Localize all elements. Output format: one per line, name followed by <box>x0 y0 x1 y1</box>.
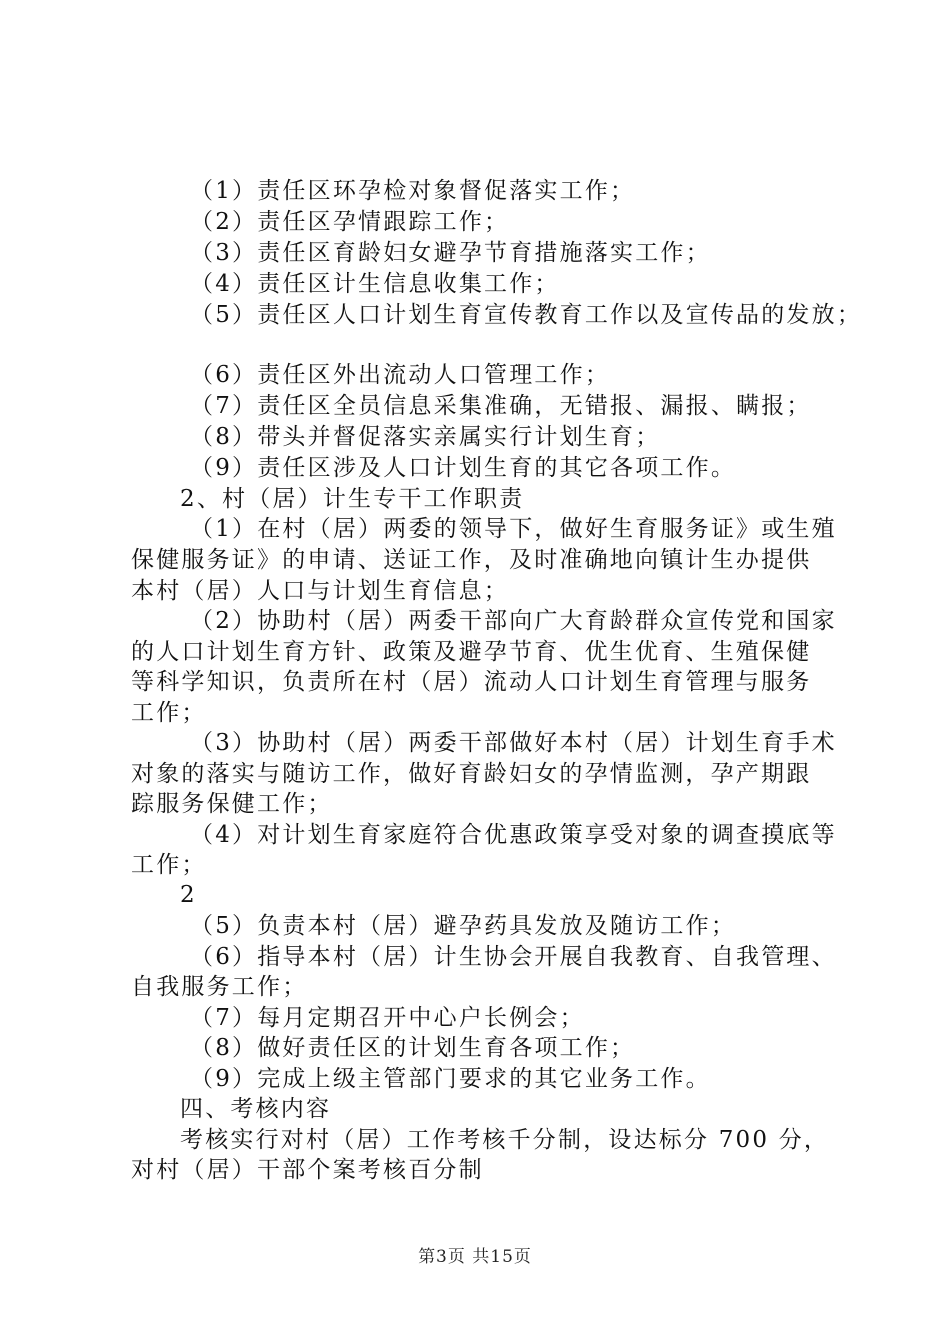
paragraph-line: 本村（居）人口与计划生育信息； <box>131 578 509 604</box>
paragraph-line: （6）责任区外出流动人口管理工作； <box>190 362 611 388</box>
paragraph-line: 踪服务保健工作； <box>131 791 333 817</box>
inline-page-number: 2 <box>180 882 197 908</box>
section-heading: 2、村（居）计生专干工作职责 <box>180 486 525 512</box>
paragraph-line: 自我服务工作； <box>131 974 308 1000</box>
paragraph-line: （9）完成上级主管部门要求的其它业务工作。 <box>190 1066 711 1092</box>
paragraph-line: 等科学知识，负责所在村（居）流动人口计划生育管理与服务 <box>131 669 812 695</box>
paragraph-line: 对村（居）干部个案考核百分制 <box>131 1157 484 1183</box>
paragraph-line: 工作； <box>131 852 207 878</box>
paragraph-line: （4）对计划生育家庭符合优惠政策享受对象的调查摸底等 <box>190 822 837 848</box>
paragraph-line: （4）责任区计生信息收集工作； <box>190 271 560 297</box>
paragraph-line: （6）指导本村（居）计生协会开展自我教育、自我管理、 <box>190 944 837 970</box>
paragraph-line: （2）协助村（居）两委干部向广大育龄群众宣传党和国家 <box>190 608 837 634</box>
paragraph-line: 保健服务证》的申请、送证工作，及时准确地向镇计生办提供 <box>131 547 812 573</box>
paragraph-line: （1）在村（居）两委的领导下，做好生育服务证》或生殖 <box>190 516 837 542</box>
paragraph-line: （9）责任区涉及人口计划生育的其它各项工作。 <box>190 455 737 481</box>
paragraph-line: （7）责任区全员信息采集准确，无错报、漏报、瞒报； <box>190 393 812 419</box>
paragraph-line: （8）带头并督促落实亲属实行计划生育； <box>190 424 661 450</box>
section-heading: 四、考核内容 <box>180 1096 332 1122</box>
paragraph-line: 考核实行对村（居）工作考核千分制，设达标分 700 分， <box>180 1127 830 1153</box>
paragraph-line: （7）每月定期召开中心户长例会； <box>190 1005 585 1031</box>
paragraph-line: （3）协助村（居）两委干部做好本村（居）计划生育手术 <box>190 730 837 756</box>
paragraph-line: （8）做好责任区的计划生育各项工作； <box>190 1035 636 1061</box>
paragraph-line: 工作； <box>131 700 207 726</box>
paragraph-line: （1）责任区环孕检对象督促落实工作； <box>190 178 636 204</box>
paragraph-line: （5）负责本村（居）避孕药具发放及随访工作； <box>190 913 737 939</box>
page-footer: 第3页 共15页 <box>418 1247 532 1267</box>
paragraph-line: 的人口计划生育方针、政策及避孕节育、优生优育、生殖保健 <box>131 639 812 665</box>
paragraph-line: 对象的落实与随访工作，做好育龄妇女的孕情监测，孕产期跟 <box>131 761 812 787</box>
paragraph-line: （2）责任区孕情跟踪工作； <box>190 209 510 235</box>
paragraph-line: （5）责任区人口计划生育宣传教育工作以及宣传品的发放； <box>190 302 863 328</box>
paragraph-line: （3）责任区育龄妇女避孕节育措施落实工作； <box>190 240 711 266</box>
